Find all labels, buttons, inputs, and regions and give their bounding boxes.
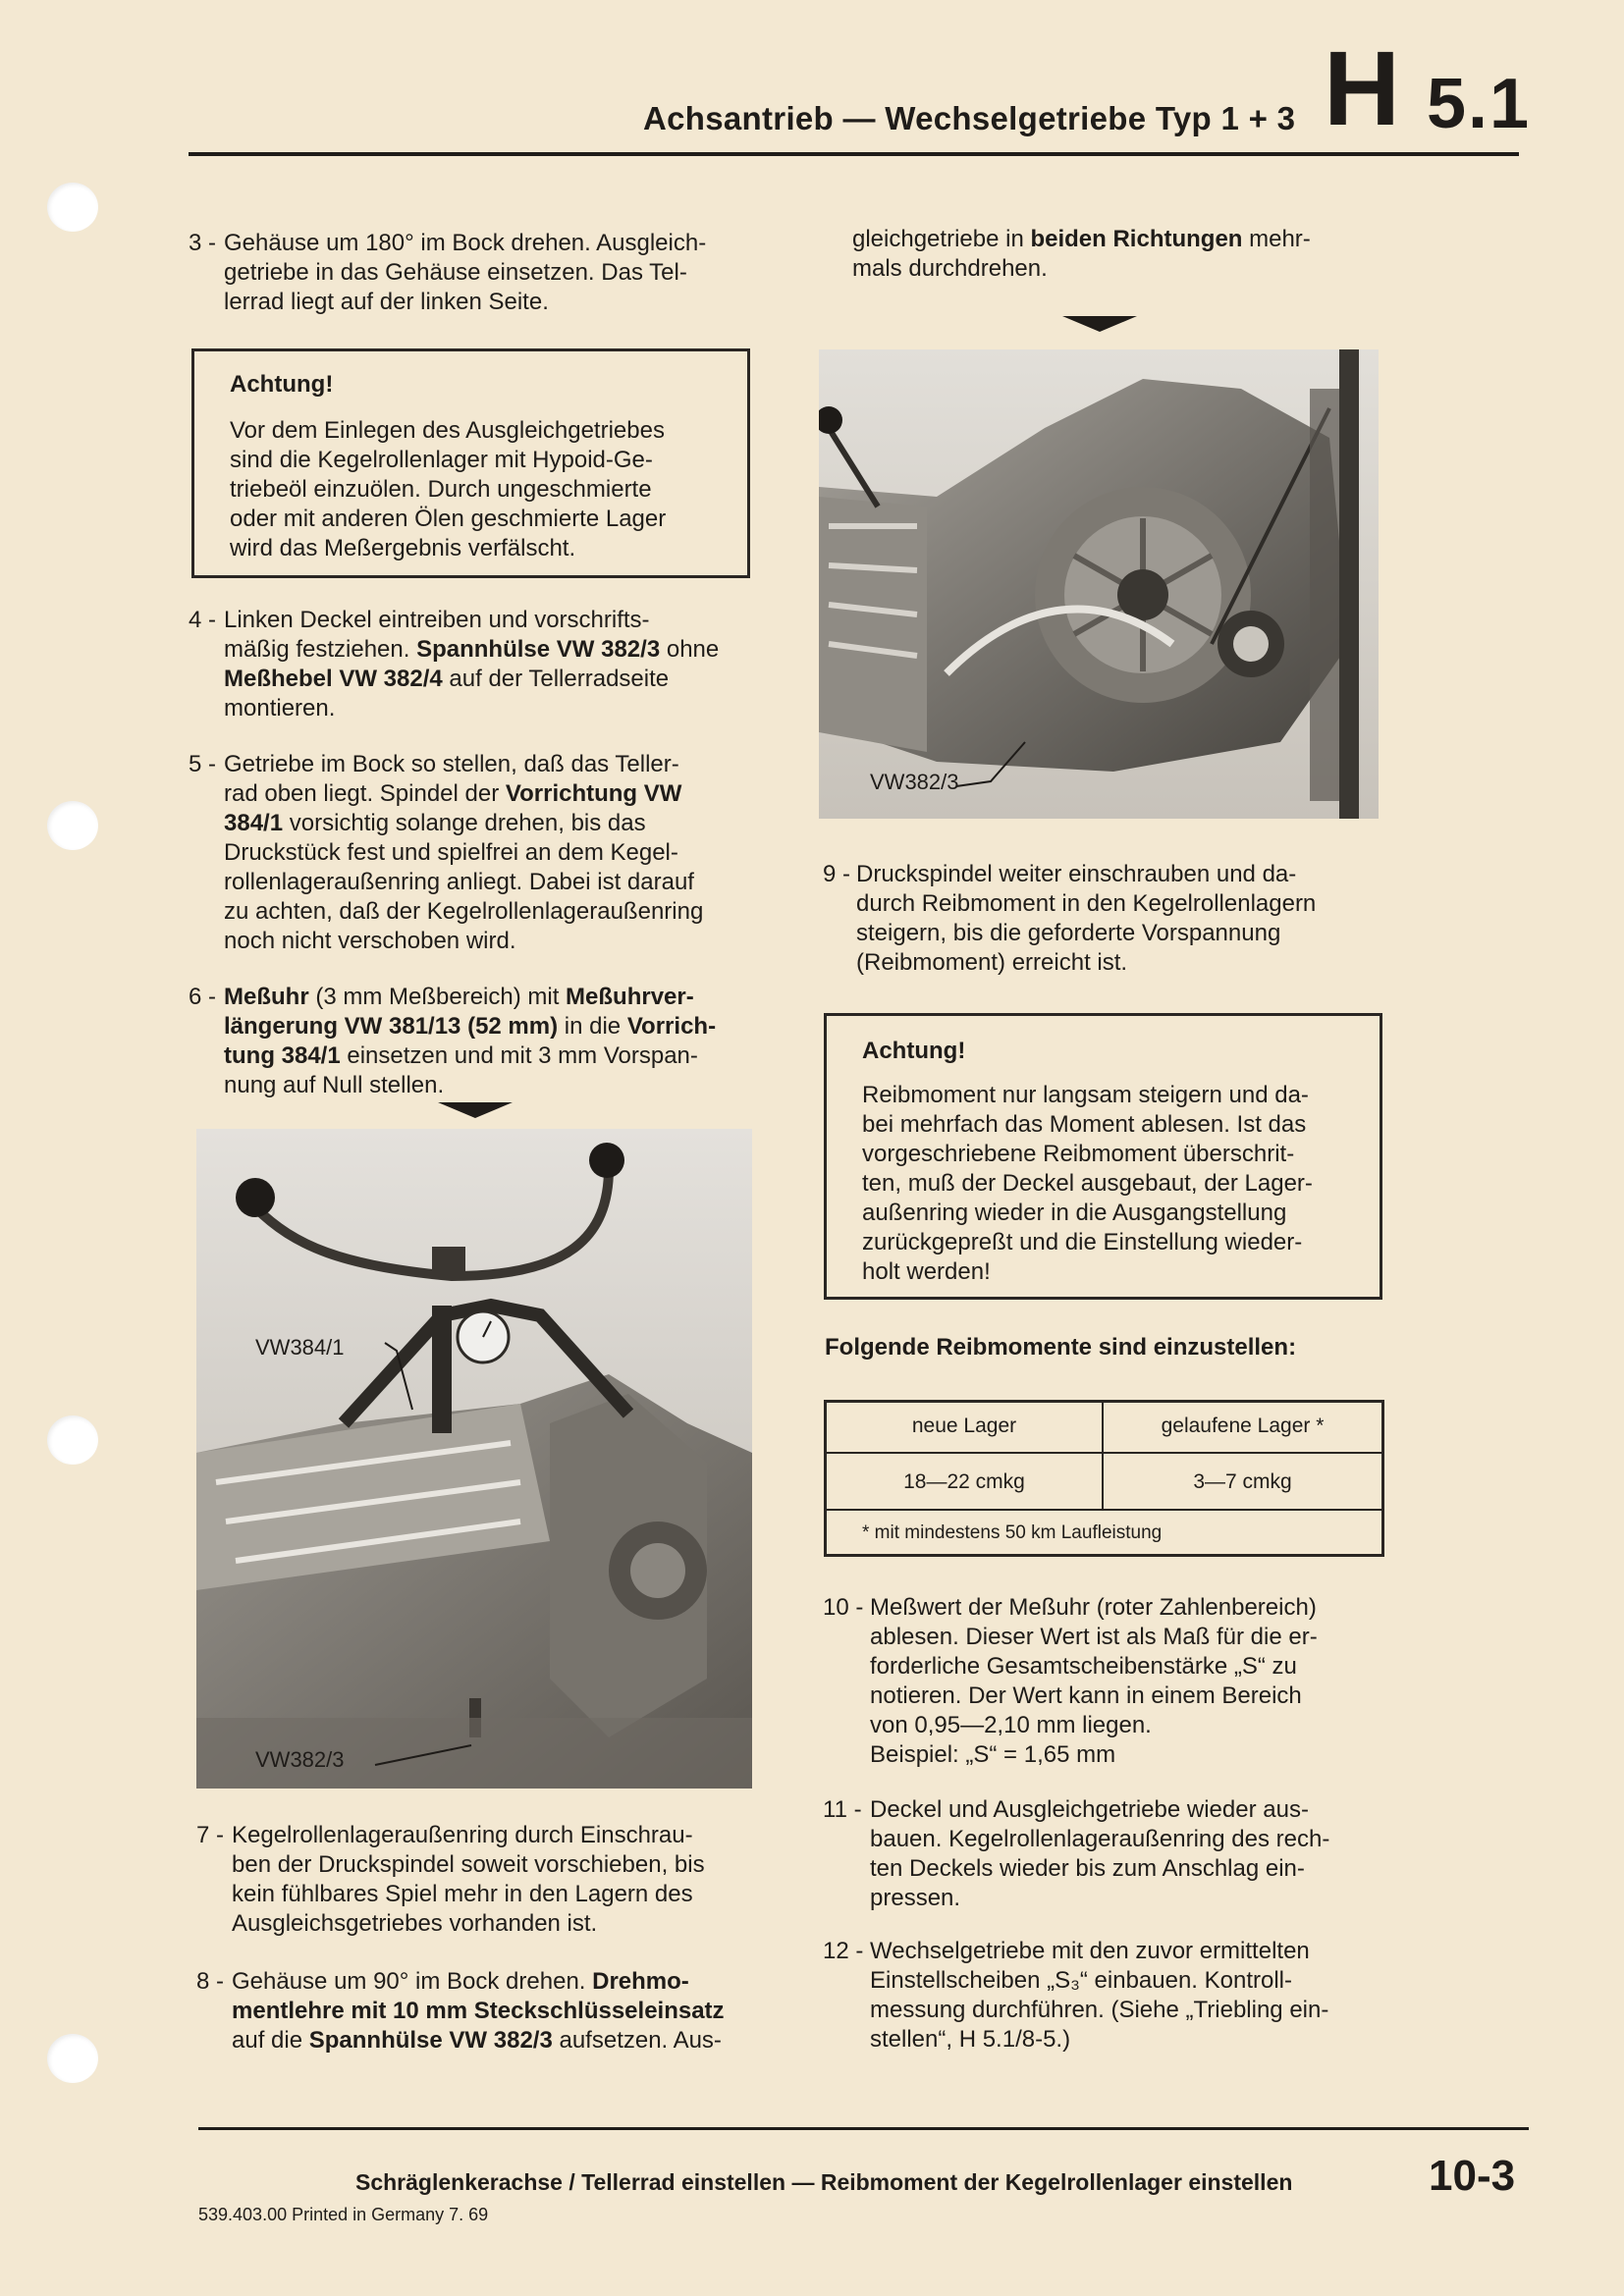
step-line: nung auf Null stellen. — [224, 1072, 445, 1098]
section-letter: H — [1324, 28, 1400, 147]
step-line: pressen. — [870, 1885, 961, 1911]
warning-line: Vor dem Einlegen des Ausgleichgetriebes — [230, 417, 665, 444]
step-9 — [823, 860, 1384, 980]
warning-heading: Achtung! — [230, 371, 334, 398]
warning-line: holt werden! — [862, 1258, 991, 1285]
tool-name: Meßhebel VW 382/4 — [224, 666, 443, 692]
step-12 — [823, 1937, 1387, 2056]
step-number: 6 - — [189, 984, 217, 1010]
step-line: von 0,95—2,10 mm liegen. — [870, 1712, 1152, 1738]
step-text: gleichgetriebe in — [852, 226, 1031, 252]
warning-box — [824, 1013, 1382, 1300]
step-text: mehr- — [1242, 226, 1311, 252]
page-number: 10-3 — [1429, 2152, 1516, 2200]
step-line: Gehäuse um 180° im Bock drehen. Ausgleich- — [224, 230, 707, 256]
step-line: Druckstück fest und spielfrei an dem Kegel- — [224, 839, 678, 866]
warning-line: triebeöl einzuölen. Durch ungeschmierte — [230, 476, 652, 503]
step-7 — [196, 1821, 761, 1941]
step-text: Gehäuse um 90° im Bock drehen. — [232, 1968, 593, 1995]
step-line: (Reibmoment) erreicht ist. — [856, 949, 1128, 976]
punch-hole — [47, 1415, 98, 1465]
step-10 — [823, 1593, 1387, 1775]
down-arrow-icon — [1062, 316, 1137, 332]
step-line: Deckel und Ausgleichgetriebe wieder aus- — [870, 1796, 1309, 1823]
step-text: auf die — [232, 2027, 309, 2054]
punch-hole — [47, 801, 98, 850]
warning-line: zurückgepreßt und die Einstellung wieder- — [862, 1229, 1303, 1255]
step-5 — [189, 750, 758, 961]
punch-hole — [47, 2034, 98, 2083]
warning-line: bei mehrfach das Moment ablesen. Ist das — [862, 1111, 1307, 1138]
punch-hole — [47, 183, 98, 232]
warning-line: Reibmoment nur langsam steigern und da- — [862, 1082, 1309, 1108]
step-number: 8 - — [196, 1968, 225, 1995]
warning-line: ten, muß der Deckel ausgebaut, der Lager- — [862, 1170, 1313, 1197]
step-line: Wechselgetriebe mit den zuvor ermittelten — [870, 1938, 1310, 1964]
step-line: ten Deckels wieder bis zum Anschlag ein- — [870, 1855, 1305, 1882]
tool-label-vw384-1: VW384/1 — [255, 1335, 345, 1360]
photo-gearbox-torque — [819, 349, 1379, 819]
warning-line: vorgeschriebene Reibmoment überschrit- — [862, 1141, 1295, 1167]
header-title: Achsantrieb — Wechselgetriebe Typ 1 + 3 — [643, 100, 1296, 136]
gearbox-torque-illustration — [819, 349, 1379, 819]
tool-name: 384/1 — [224, 810, 284, 836]
step-8 — [196, 1967, 761, 2060]
tool-name: tung 384/1 — [224, 1042, 341, 1069]
table-footnote: * mit mindestens 50 km Laufleistung — [862, 1522, 1163, 1543]
footer-rule — [198, 2127, 1529, 2130]
step-line: rollenlageraußenring anliegt. Dabei ist darauf — [224, 869, 694, 895]
step-line: notieren. Der Wert kann in einem Bereich — [870, 1682, 1302, 1709]
step-line: noch nicht verschoben wird. — [224, 928, 516, 954]
step-text: vorsichtig solange drehen, bis das — [283, 810, 646, 836]
step-number: 4 - — [189, 607, 217, 633]
step-line: Linken Deckel eintreiben und vorschrifts- — [224, 607, 650, 633]
tool-name: Spannhülse VW 382/3 — [308, 2027, 553, 2054]
table-divider — [827, 1452, 1381, 1454]
tool-name: Vorrich- — [626, 1013, 717, 1040]
step-number: 7 - — [196, 1822, 225, 1848]
warning-line: außenring wieder in die Ausgangstellung — [862, 1200, 1287, 1226]
emphasis-text: beiden Richtungen — [1030, 226, 1243, 252]
step-6 — [189, 983, 758, 1102]
tool-label-vw382-3: VW382/3 — [255, 1747, 345, 1772]
step-line: stellen“, H 5.1/8-5.) — [870, 2026, 1071, 2053]
step-line: durch Reibmoment in den Kegelrollenlagern — [856, 890, 1317, 917]
footer-title: Schräglenkerachse / Tellerrad einstellen — Reibmoment der Kegelrollenlager einstellen — [355, 2169, 1293, 2195]
tool-name: Meßuhr — [224, 984, 309, 1010]
step-line: Einstellscheiben „S₃“ einbauen. Kontroll- — [870, 1967, 1293, 1994]
step-number: 5 - — [189, 751, 217, 777]
step-line: zu achten, daß der Kegelrollenlageraußenring — [224, 898, 704, 925]
table-value-new: 18—22 cmkg — [903, 1470, 1025, 1493]
step-line: steigern, bis die geforderte Vorspannung — [856, 920, 1281, 946]
step-line: ablesen. Dieser Wert ist als Maß für die er- — [870, 1624, 1318, 1650]
tool-name: Drehmo- — [592, 1968, 689, 1995]
step-line: lerrad liegt auf der linken Seite. — [224, 289, 549, 315]
torque-table — [824, 1400, 1384, 1557]
step-text: aufsetzen. Aus- — [552, 2027, 722, 2054]
step-line: Ausgleichsgetriebes vorhanden ist. — [232, 1910, 598, 1937]
step-line: Druckspindel weiter einschrauben und da- — [856, 861, 1297, 887]
step-number: 11 - — [823, 1796, 862, 1823]
section-number: 5.1 — [1427, 65, 1532, 143]
table-value-used: 3—7 cmkg — [1193, 1470, 1292, 1493]
warning-box — [191, 348, 750, 578]
step-11 — [823, 1795, 1387, 1915]
step-text: (3 mm Meßbereich) mit — [308, 984, 567, 1010]
header-rule — [189, 152, 1519, 156]
step-line: ben der Druckspindel soweit vorschieben, bis — [232, 1851, 705, 1878]
step-4 — [189, 606, 758, 725]
step-line: bauen. Kegelrollenlageraußenring des rech- — [870, 1826, 1330, 1852]
step-line: mals durchdrehen. — [852, 255, 1048, 282]
step-line: Beispiel: „S“ = 1,65 mm — [870, 1741, 1116, 1768]
step-line: Meßwert der Meßuhr (roter Zahlenbereich) — [870, 1594, 1317, 1621]
table-header-used: gelaufene Lager * — [1161, 1415, 1325, 1437]
table-divider — [827, 1509, 1381, 1511]
print-code: 539.403.00 Printed in Germany 7. 69 — [198, 2205, 489, 2224]
step-line: forderliche Gesamtscheibenstärke „S“ zu — [870, 1653, 1297, 1680]
table-header-new: neue Lager — [911, 1415, 1017, 1437]
step-text: einsetzen und mit 3 mm Vorspan- — [340, 1042, 698, 1069]
tool-name: mentlehre mit 10 mm Steckschlüsseleinsatz — [232, 1998, 725, 2024]
warning-line: sind die Kegelrollenlager mit Hypoid-Ge- — [230, 447, 653, 473]
step-text: mäßig festziehen. — [224, 636, 417, 663]
step-text: auf der Tellerradseite — [442, 666, 670, 692]
step-number: 12 - — [823, 1938, 864, 1964]
table-heading: Folgende Reibmomente sind einzustellen: — [825, 1334, 1297, 1361]
warning-line: oder mit anderen Ölen geschmierte Lager — [230, 506, 667, 532]
step-number: 3 - — [189, 230, 217, 256]
tool-name: Spannhülse VW 382/3 — [416, 636, 661, 663]
step-8-continued — [852, 225, 1382, 290]
step-line: Kegelrollenlageraußenring durch Einschrau- — [232, 1822, 693, 1848]
step-line: messung durchführen. (Siehe „Triebling ein- — [870, 1997, 1329, 2023]
step-text: ohne — [660, 636, 720, 663]
step-line: getriebe in das Gehäuse einsetzen. Das Tel- — [224, 259, 687, 286]
step-text: in die — [558, 1013, 627, 1040]
tool-name: Meßuhrver- — [566, 984, 694, 1010]
step-3 — [189, 229, 758, 327]
step-number: 10 - — [823, 1594, 864, 1621]
step-line: kein fühlbares Spiel mehr in den Lagern des — [232, 1881, 693, 1907]
step-line: Getriebe im Bock so stellen, daß das Teller- — [224, 751, 679, 777]
warning-line: wird das Meßergebnis verfälscht. — [230, 535, 576, 561]
step-line: montieren. — [224, 695, 336, 721]
tool-name: längerung VW 381/13 (52 mm) — [224, 1013, 559, 1040]
tool-label-vw382-3: VW382/3 — [870, 770, 959, 794]
down-arrow-icon — [438, 1102, 513, 1118]
tool-name: Vorrichtung VW — [505, 780, 682, 807]
step-number: 9 - — [823, 861, 851, 887]
gearbox-photo-illustration — [196, 1129, 752, 1789]
step-text: rad oben liegt. Spindel der — [224, 780, 506, 807]
warning-heading: Achtung! — [862, 1038, 966, 1064]
photo-gearbox-gauge — [196, 1129, 752, 1789]
